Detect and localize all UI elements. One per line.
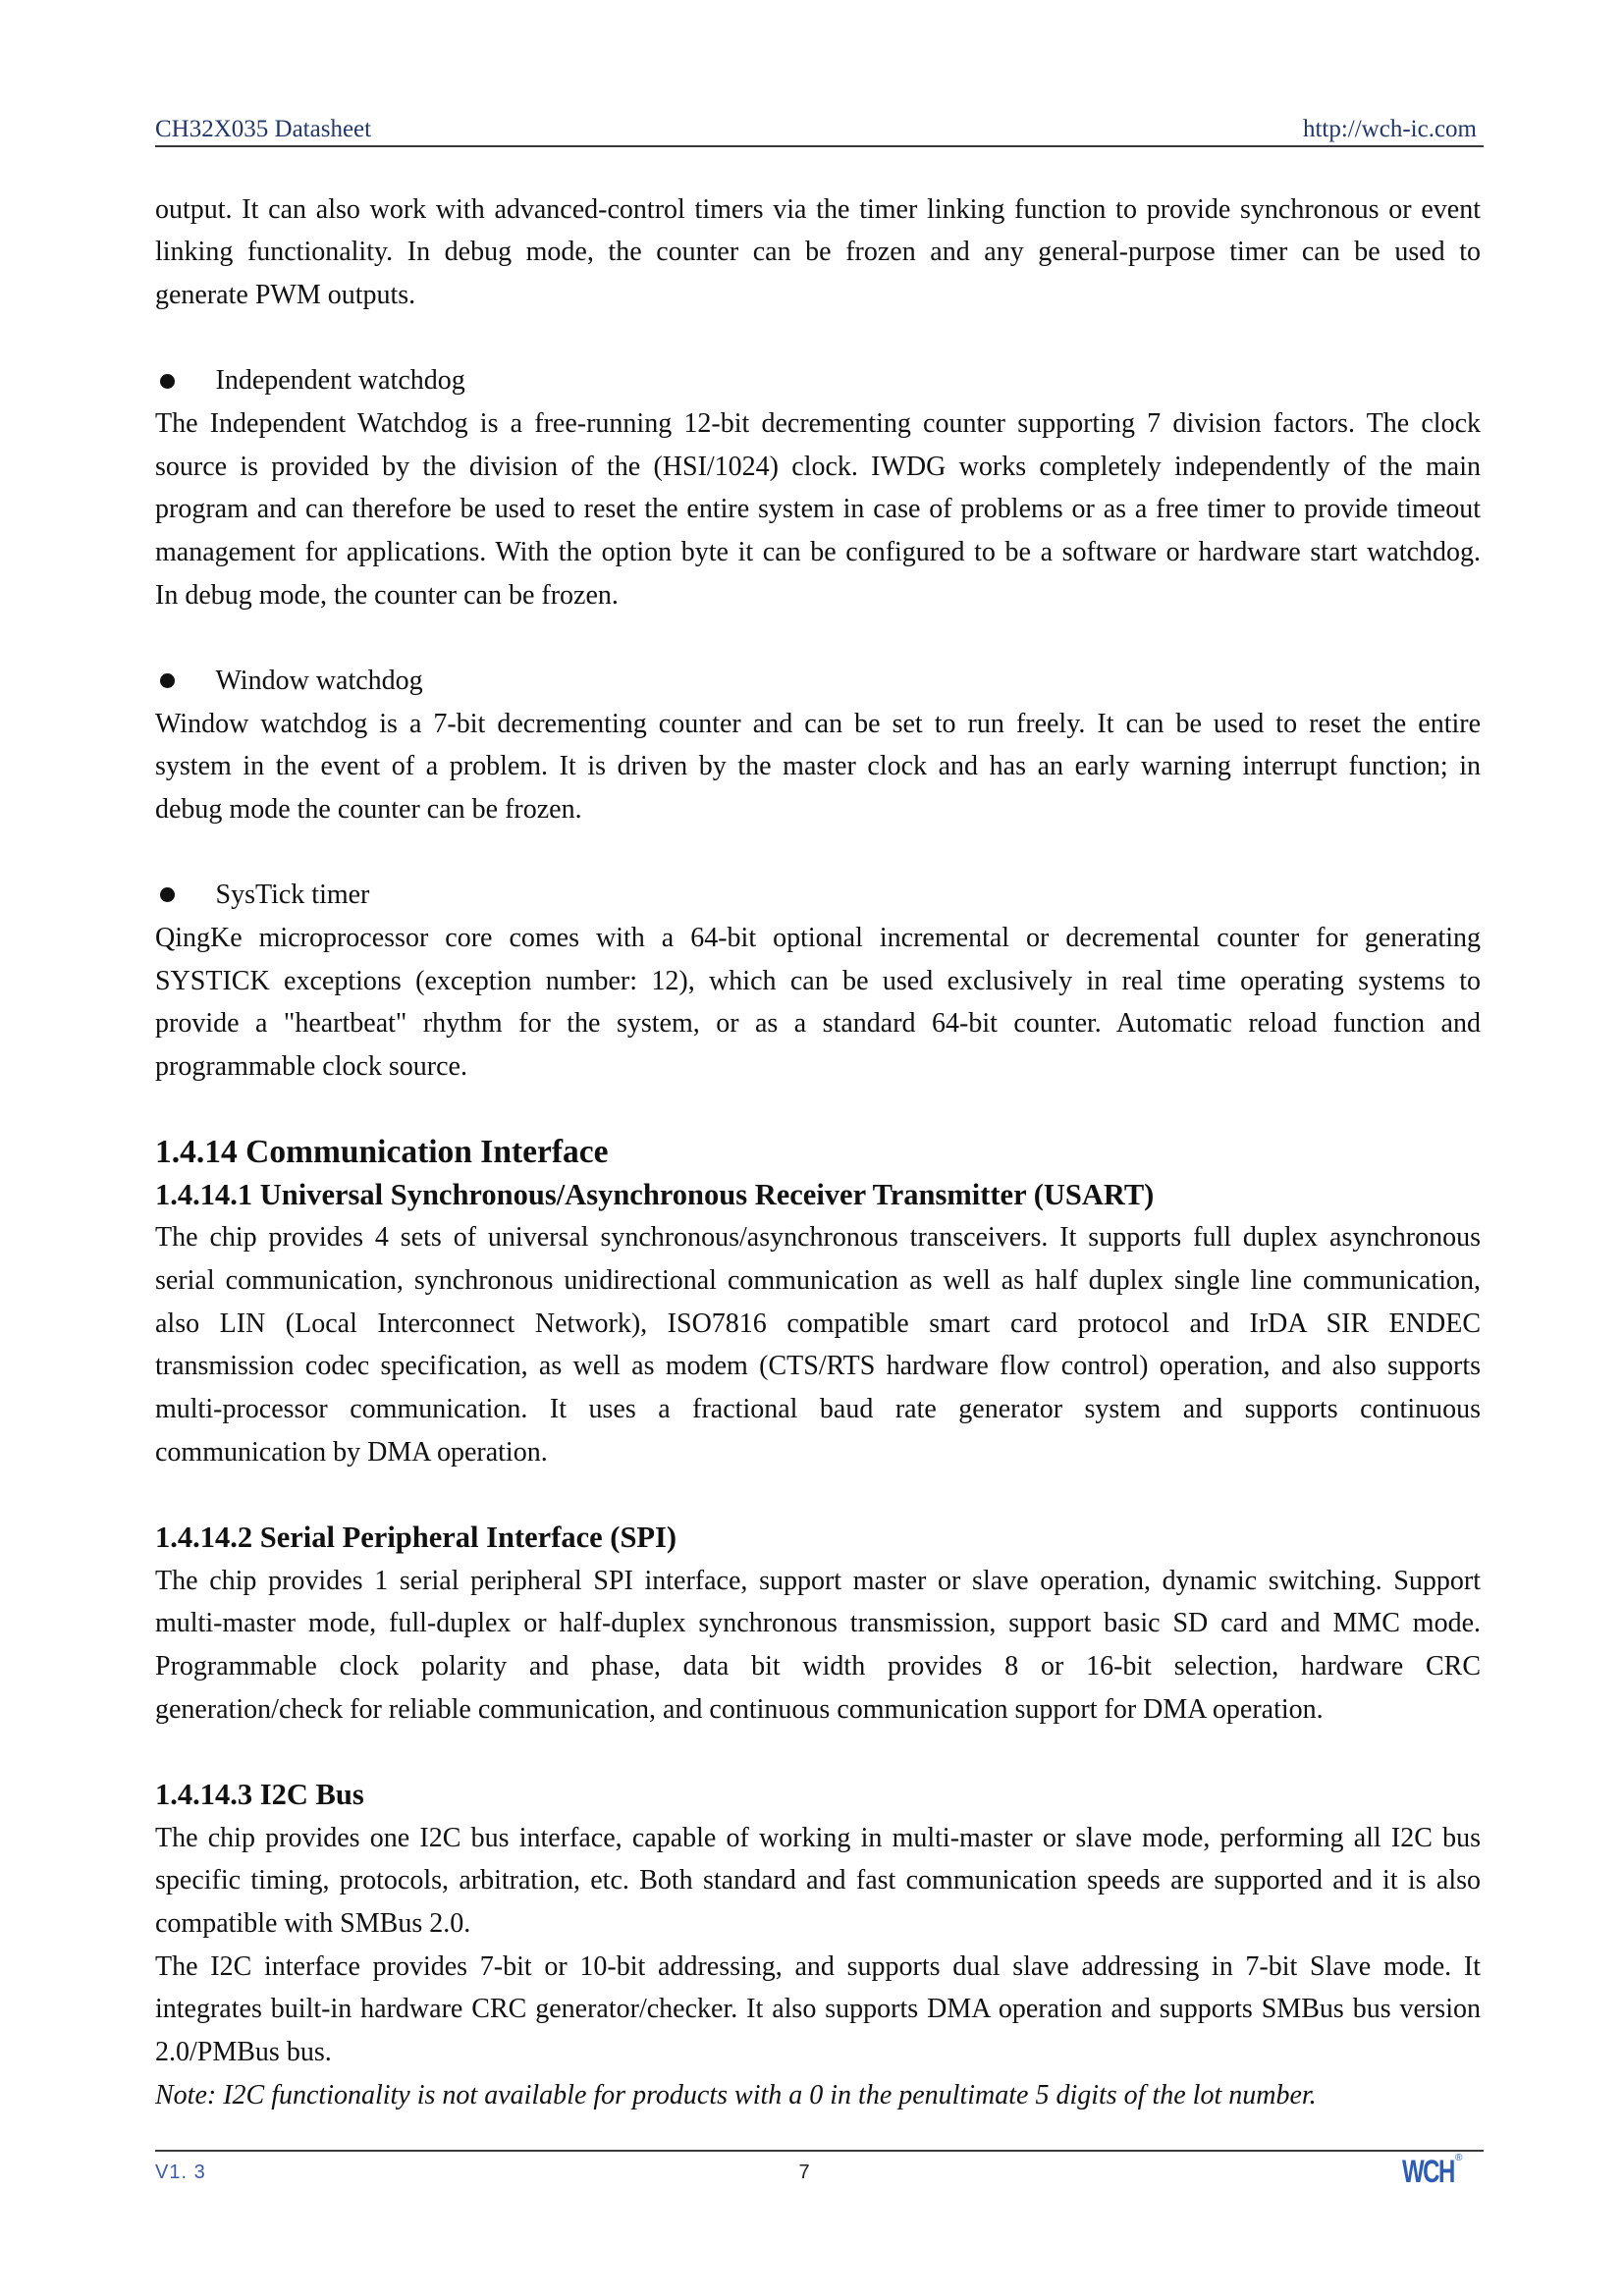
text-line: Window watchdog is a 7-bit decrementing counter and can be set to run freely. It can be used to reset the entire — [155, 708, 1481, 739]
text-line: program and can therefore be used to reset the entire system in case of problems or as a free timer to provide timeout — [155, 494, 1481, 525]
spi-paragraph — [155, 1560, 1481, 1732]
subsection-heading-spi: 1.4.14.2 Serial Peripheral Interface (SPI) — [155, 1521, 677, 1555]
text-line: generate PWM outputs. — [155, 280, 416, 310]
section-heading: 1.4.14 Communication Interface — [155, 1134, 609, 1171]
text-line: integrates built-in hardware CRC generator/checker. It also supports DMA operation and supports SMBus bus version — [155, 1994, 1481, 2025]
text-line: serial communication, synchronous unidirectional communication as well as half duplex single line communication, — [155, 1265, 1481, 1297]
text-line: In debug mode, the counter can be frozen. — [155, 579, 619, 611]
wch-logo — [1402, 2153, 1471, 2189]
text-line: communication by DMA operation. — [155, 1436, 548, 1468]
text-line: The chip provides 1 serial peripheral SPI interface, support master or slave operation, dynamic switching. Support — [155, 1565, 1481, 1596]
text-line: The Independent Watchdog is a free-running 12-bit decrementing counter supporting 7 division factors. The clock — [155, 407, 1481, 439]
document-title: CH32X035 Datasheet — [155, 116, 372, 142]
bullet-independent-watchdog — [155, 359, 1481, 402]
i2c-paragraph-1 — [155, 1817, 1481, 1946]
i2c-paragraph-2 — [155, 1946, 1481, 2074]
text-line: also LIN (Local Interconnect Network), ISO7816 compatible smart card protocol and IrDA SIR ENDEC — [155, 1308, 1481, 1339]
text-line: generation/check for reliable communication, and continuous communication support for DMA operation. — [155, 1693, 1324, 1725]
independent-watchdog-paragraph — [155, 402, 1481, 616]
text-line: management for applications. With the option byte it can be configured to be a software or hardware start watchdog. — [155, 536, 1481, 567]
bullet-icon — [160, 887, 175, 902]
text-line: multi-master mode, full-duplex or half-duplex synchronous transmission, support basic SD card and MMC mode. — [155, 1608, 1481, 1639]
text-line: The chip provides one I2C bus interface, capable of working in multi-master or slave mode, performing all I2C bus — [155, 1822, 1481, 1853]
page-number: 7 — [798, 2162, 810, 2183]
text-line: SYSTICK exceptions (exception number: 12), which can be used exclusively in real time operating systems to — [155, 965, 1481, 996]
logo-wordmark: WCH — [1402, 2154, 1454, 2189]
bullet-systick-timer — [155, 874, 1481, 917]
text-line: multi-processor communication. It uses a fractional baud rate generator system and supports continuous — [155, 1394, 1481, 1425]
subsection-heading-usart: 1.4.14.1 Universal Synchronous/Asynchronous Receiver Transmitter (USART) — [155, 1177, 1155, 1211]
text-line: debug mode the counter can be frozen. — [155, 793, 582, 825]
bullet-window-watchdog — [155, 660, 1481, 703]
usart-paragraph — [155, 1216, 1481, 1473]
bullet-icon — [160, 374, 175, 389]
subsection-heading-i2c: 1.4.14.3 I2C Bus — [155, 1777, 364, 1811]
text-line: provide a "heartbeat" rhythm for the system, or as a standard 64-bit counter. Automatic reload function and — [155, 1008, 1481, 1040]
text-line: transmission codec specification, as well as modem (CTS/RTS hardware flow control) operation, and also supports — [155, 1351, 1481, 1382]
bullet-title: SysTick timer — [215, 880, 370, 911]
window-watchdog-paragraph — [155, 703, 1481, 831]
version-label: V1. 3 — [155, 2162, 206, 2183]
bullet-icon — [160, 673, 175, 688]
text-line: The chip provides 4 sets of universal synchronous/asynchronous transceivers. It supports full duplex asynchronous — [155, 1222, 1481, 1254]
text-line: system in the event of a problem. It is driven by the master clock and has an early warning interrupt function; in — [155, 751, 1481, 782]
systick-timer-paragraph — [155, 917, 1481, 1089]
page-content — [155, 188, 1481, 2117]
text-line: programmable clock source. — [155, 1050, 467, 1082]
text-line: compatible with SMBus 2.0. — [155, 1907, 471, 1939]
registered-mark: ® — [1455, 2153, 1463, 2163]
text-line: QingKe microprocessor core comes with a 64-bit optional incremental or decremental counter for generating — [155, 922, 1481, 953]
text-line: linking functionality. In debug mode, the counter can be frozen and any general-purpose timer can be used to — [155, 237, 1481, 268]
text-line: The I2C interface provides 7-bit or 10-bit addressing, and supports dual slave addressing in 7-bit Slave mode. It — [155, 1950, 1481, 1982]
website-link[interactable]: http://wch-ic.com — [1302, 116, 1477, 142]
i2c-note: Note: I2C functionality is not available for products with a 0 in the penultimate 5 digits of the lot number. — [155, 2079, 1317, 2110]
text-line: source is provided by the division of the (HSI/1024) clock. IWDG works completely independently of the main — [155, 451, 1481, 482]
text-line: output. It can also work with advanced-control timers via the timer linking function to provide synchronous or event — [155, 193, 1481, 225]
text-line: Programmable clock polarity and phase, data bit width provides 8 or 16-bit selection, hardware CRC — [155, 1651, 1481, 1682]
intro-paragraph — [155, 188, 1481, 317]
bullet-title: Independent watchdog — [215, 365, 465, 397]
text-line: specific timing, protocols, arbitration, etc. Both standard and fast communication speeds are supported and it is also — [155, 1865, 1481, 1896]
text-line: 2.0/PMBus bus. — [155, 2036, 332, 2067]
header-divider — [155, 145, 1484, 147]
footer-divider — [155, 2150, 1484, 2152]
bullet-title: Window watchdog — [215, 665, 423, 696]
